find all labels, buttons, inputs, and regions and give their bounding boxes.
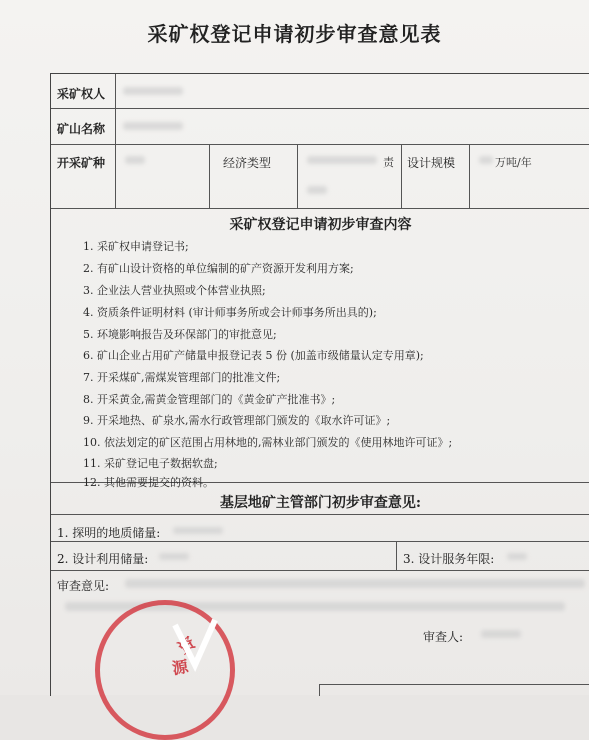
review-item: 4. 资质条件证明材料 (审计师事务所或会计师事务所出具的); <box>83 306 377 319</box>
holder-label: 采矿权人 <box>57 87 106 101</box>
review-item: 6. 矿山企业占用矿产储量申报登记表 5 份 (加盖市级储量认定专用章); <box>83 349 424 362</box>
row-divider <box>51 144 589 145</box>
col-divider <box>209 144 210 208</box>
proven-reserve-label: 1. 探明的地质储量: <box>57 526 161 540</box>
review-item: 2. 有矿山设计资格的单位编制的矿产资源开发利用方案; <box>83 262 354 275</box>
col-divider <box>401 144 402 208</box>
mineral-label: 开采矿种 <box>57 156 106 170</box>
row-divider <box>51 570 589 571</box>
review-item: 12. 其他需要提交的资料。 <box>83 476 214 489</box>
review-item: 1. 采矿权申请登记书; <box>83 240 189 253</box>
redacted-reviewer <box>481 630 521 638</box>
review-item: 3. 企业法人营业执照或个体营业执照; <box>83 284 266 297</box>
redacted-holder <box>123 87 183 95</box>
design-reserve-label: 2. 设计利用储量: <box>57 552 149 566</box>
row-divider <box>319 684 589 685</box>
review-item: 8. 开采黄金,需黄金管理部门的《黄金矿产批准书》; <box>83 393 336 406</box>
redacted-design-scale <box>479 156 493 164</box>
redacted-design-reserve <box>159 553 189 560</box>
review-item: 10. 依法划定的矿区范围占用林地的,需林业部门颁发的《使用林地许可证》; <box>83 436 453 449</box>
review-item: 9. 开采地热、矿泉水,需水行政管理部门颁发的《取水许可证》; <box>83 414 391 427</box>
opinion-label: 审查意见: <box>57 579 110 593</box>
col-divider <box>469 144 470 208</box>
col-divider <box>115 74 116 208</box>
opinion-section-title: 基层地矿主管部门初步审查意见: <box>219 495 422 511</box>
economy-label: 经济类型 <box>223 156 272 170</box>
col-divider <box>319 684 320 696</box>
service-years-label: 3. 设计服务年限: <box>403 552 495 566</box>
review-item: 7. 开采煤矿,需煤炭管理部门的批准文件; <box>83 371 281 384</box>
review-item: 11. 采矿登记电子数据软盘; <box>83 457 218 470</box>
redacted-service-years <box>507 553 527 560</box>
review-form-table <box>50 73 589 696</box>
row-divider <box>51 541 589 542</box>
redacted-economy <box>307 156 377 164</box>
redacted-proven-reserve <box>173 527 223 534</box>
redacted-opinion-line <box>125 579 585 588</box>
mine-name-label: 矿山名称 <box>57 122 106 136</box>
redacted-mineral <box>125 156 145 164</box>
economy-value-suffix: 责 <box>383 156 394 169</box>
review-item: 5. 环境影响报告及环保部门的审批意见; <box>83 328 277 341</box>
col-divider <box>297 144 298 208</box>
row-divider <box>51 514 589 515</box>
row-divider <box>51 108 589 109</box>
review-section-title: 采矿权登记申请初步审查内容 <box>229 217 412 233</box>
row-divider <box>51 208 589 209</box>
design-scale-label: 设计规模 <box>407 156 456 170</box>
redacted-economy-2 <box>307 186 327 194</box>
col-divider <box>396 541 397 570</box>
correction-mark <box>170 615 230 675</box>
official-seal: 资 源 <box>95 600 235 740</box>
redacted-mine-name <box>123 122 183 130</box>
reviewer-label: 审查人: <box>423 630 464 644</box>
document-title: 采矿权登记申请初步审查意见表 <box>147 22 442 46</box>
design-scale-value: 万吨/年 <box>495 156 532 169</box>
